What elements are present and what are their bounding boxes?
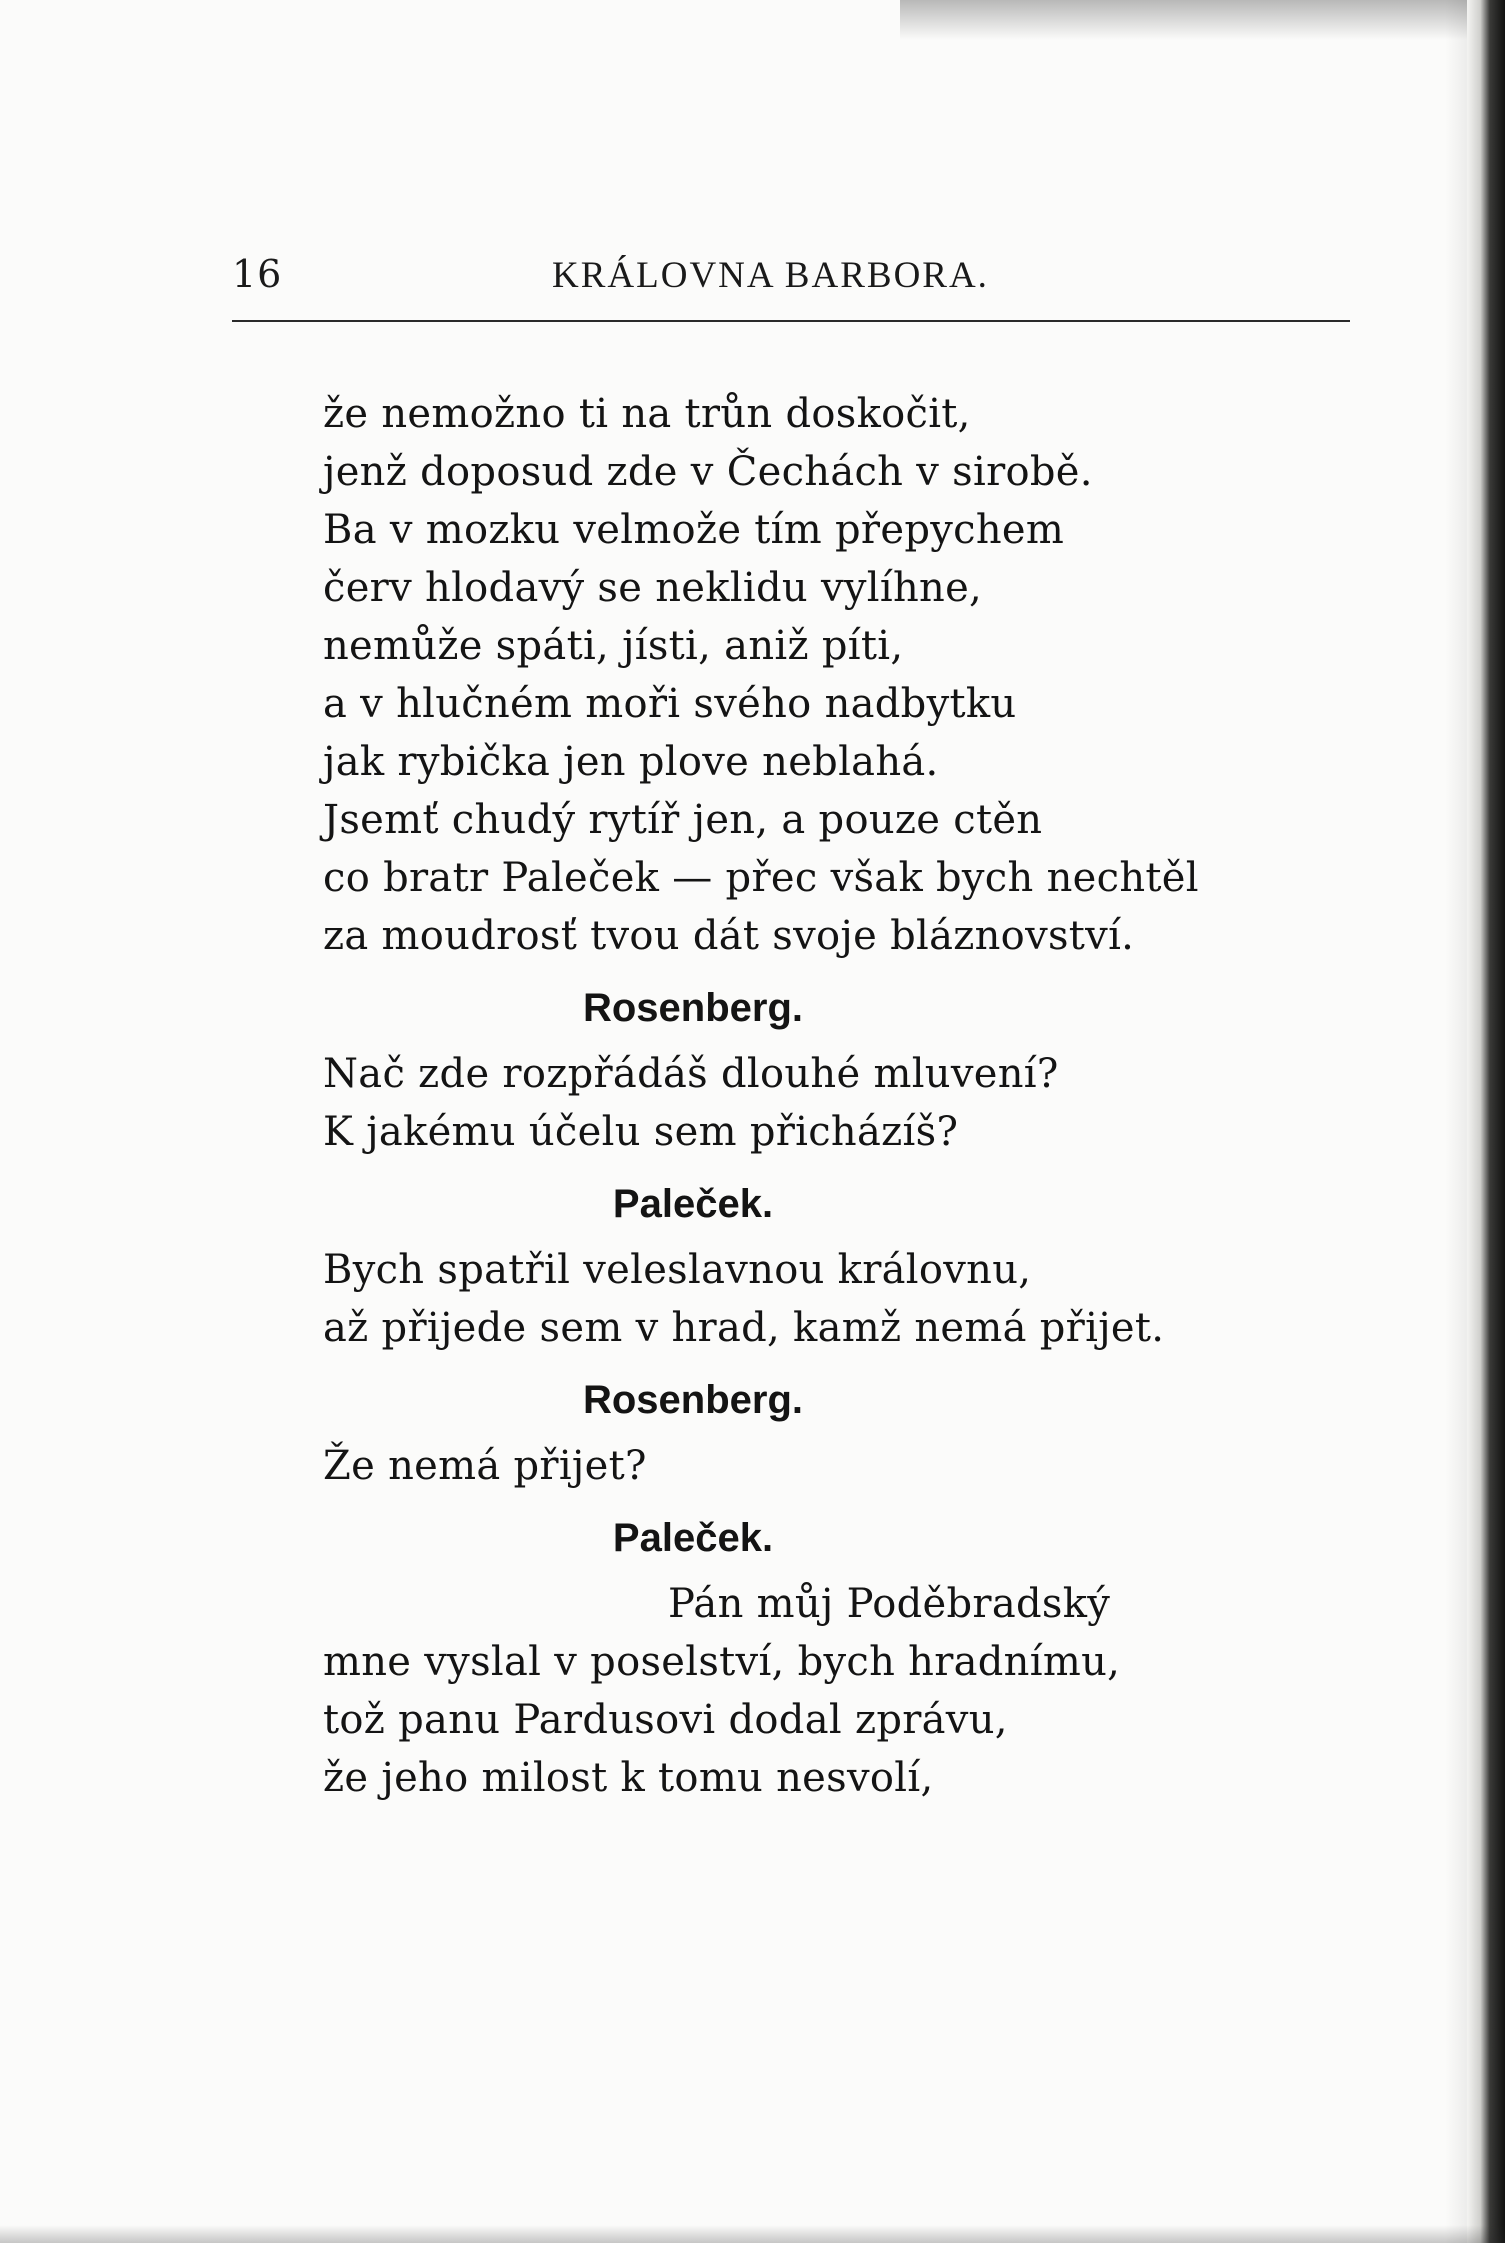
verse-block xyxy=(323,1575,1333,1807)
page-bottom-shadow xyxy=(0,2225,1505,2243)
page-header xyxy=(232,252,1350,302)
binding-shadow xyxy=(1445,0,1467,2243)
verse-line: že jeho milost k tomu nesvolí, xyxy=(323,1755,934,1801)
verse-line: mne vyslal v poselství, bych hradnímu, xyxy=(323,1639,1121,1685)
page-number: 16 xyxy=(232,252,283,296)
speaker-name: Paleček. xyxy=(612,1182,774,1226)
speaker-name: Rosenberg. xyxy=(582,986,804,1030)
verse-block xyxy=(323,1241,1333,1357)
page-top-shadow xyxy=(900,0,1505,40)
verse-line: K jakému účelu sem přicházíš? xyxy=(323,1109,959,1155)
binding-edge xyxy=(1467,0,1505,2243)
verse-line: červ hlodavý se neklidu vylíhne, xyxy=(323,565,983,611)
verse-block xyxy=(323,1437,1333,1495)
verse-line: jak rybička jen plove neblahá. xyxy=(323,739,939,785)
verse-line: nemůže spáti, jísti, aniž píti, xyxy=(323,623,904,669)
running-head: KRÁLOVNA BARBORA. xyxy=(552,255,989,296)
verse-line: až přijede sem v hrad, kamž nemá přijet. xyxy=(323,1305,1165,1351)
speaker-name: Rosenberg. xyxy=(582,1378,804,1422)
text-block xyxy=(323,385,1333,1807)
verse-line: co bratr Paleček — přec však bych nechtěl xyxy=(323,855,1199,901)
verse-line: Ba v mozku velmože tím přepychem xyxy=(323,507,1065,553)
verse-line: za moudrosť tvou dát svoje bláznovství. xyxy=(323,913,1135,959)
verse-line: Nač zde rozpřádáš dlouhé mluvení? xyxy=(323,1051,1059,1097)
verse-line: Jsemť chudý rytíř jen, a pouze ctěn xyxy=(323,797,1043,843)
header-rule xyxy=(232,320,1350,322)
verse-line: jenž doposud zde v Čechách v sirobě. xyxy=(323,449,1093,495)
verse-line: Bych spatřil veleslavnou královnu, xyxy=(323,1247,1032,1293)
verse-block xyxy=(323,1045,1333,1161)
verse-line: tož panu Pardusovi dodal zprávu, xyxy=(323,1697,1008,1743)
speaker-name: Paleček. xyxy=(612,1516,774,1560)
verse-line: Pán můj Poděbradský xyxy=(668,1581,1111,1627)
verse-block xyxy=(323,385,1333,965)
verse-line: že nemožno ti na trůn doskočit, xyxy=(323,391,971,437)
verse-line: a v hlučném moři svého nadbytku xyxy=(323,681,1017,727)
verse-line: Že nemá přijet? xyxy=(323,1443,647,1489)
